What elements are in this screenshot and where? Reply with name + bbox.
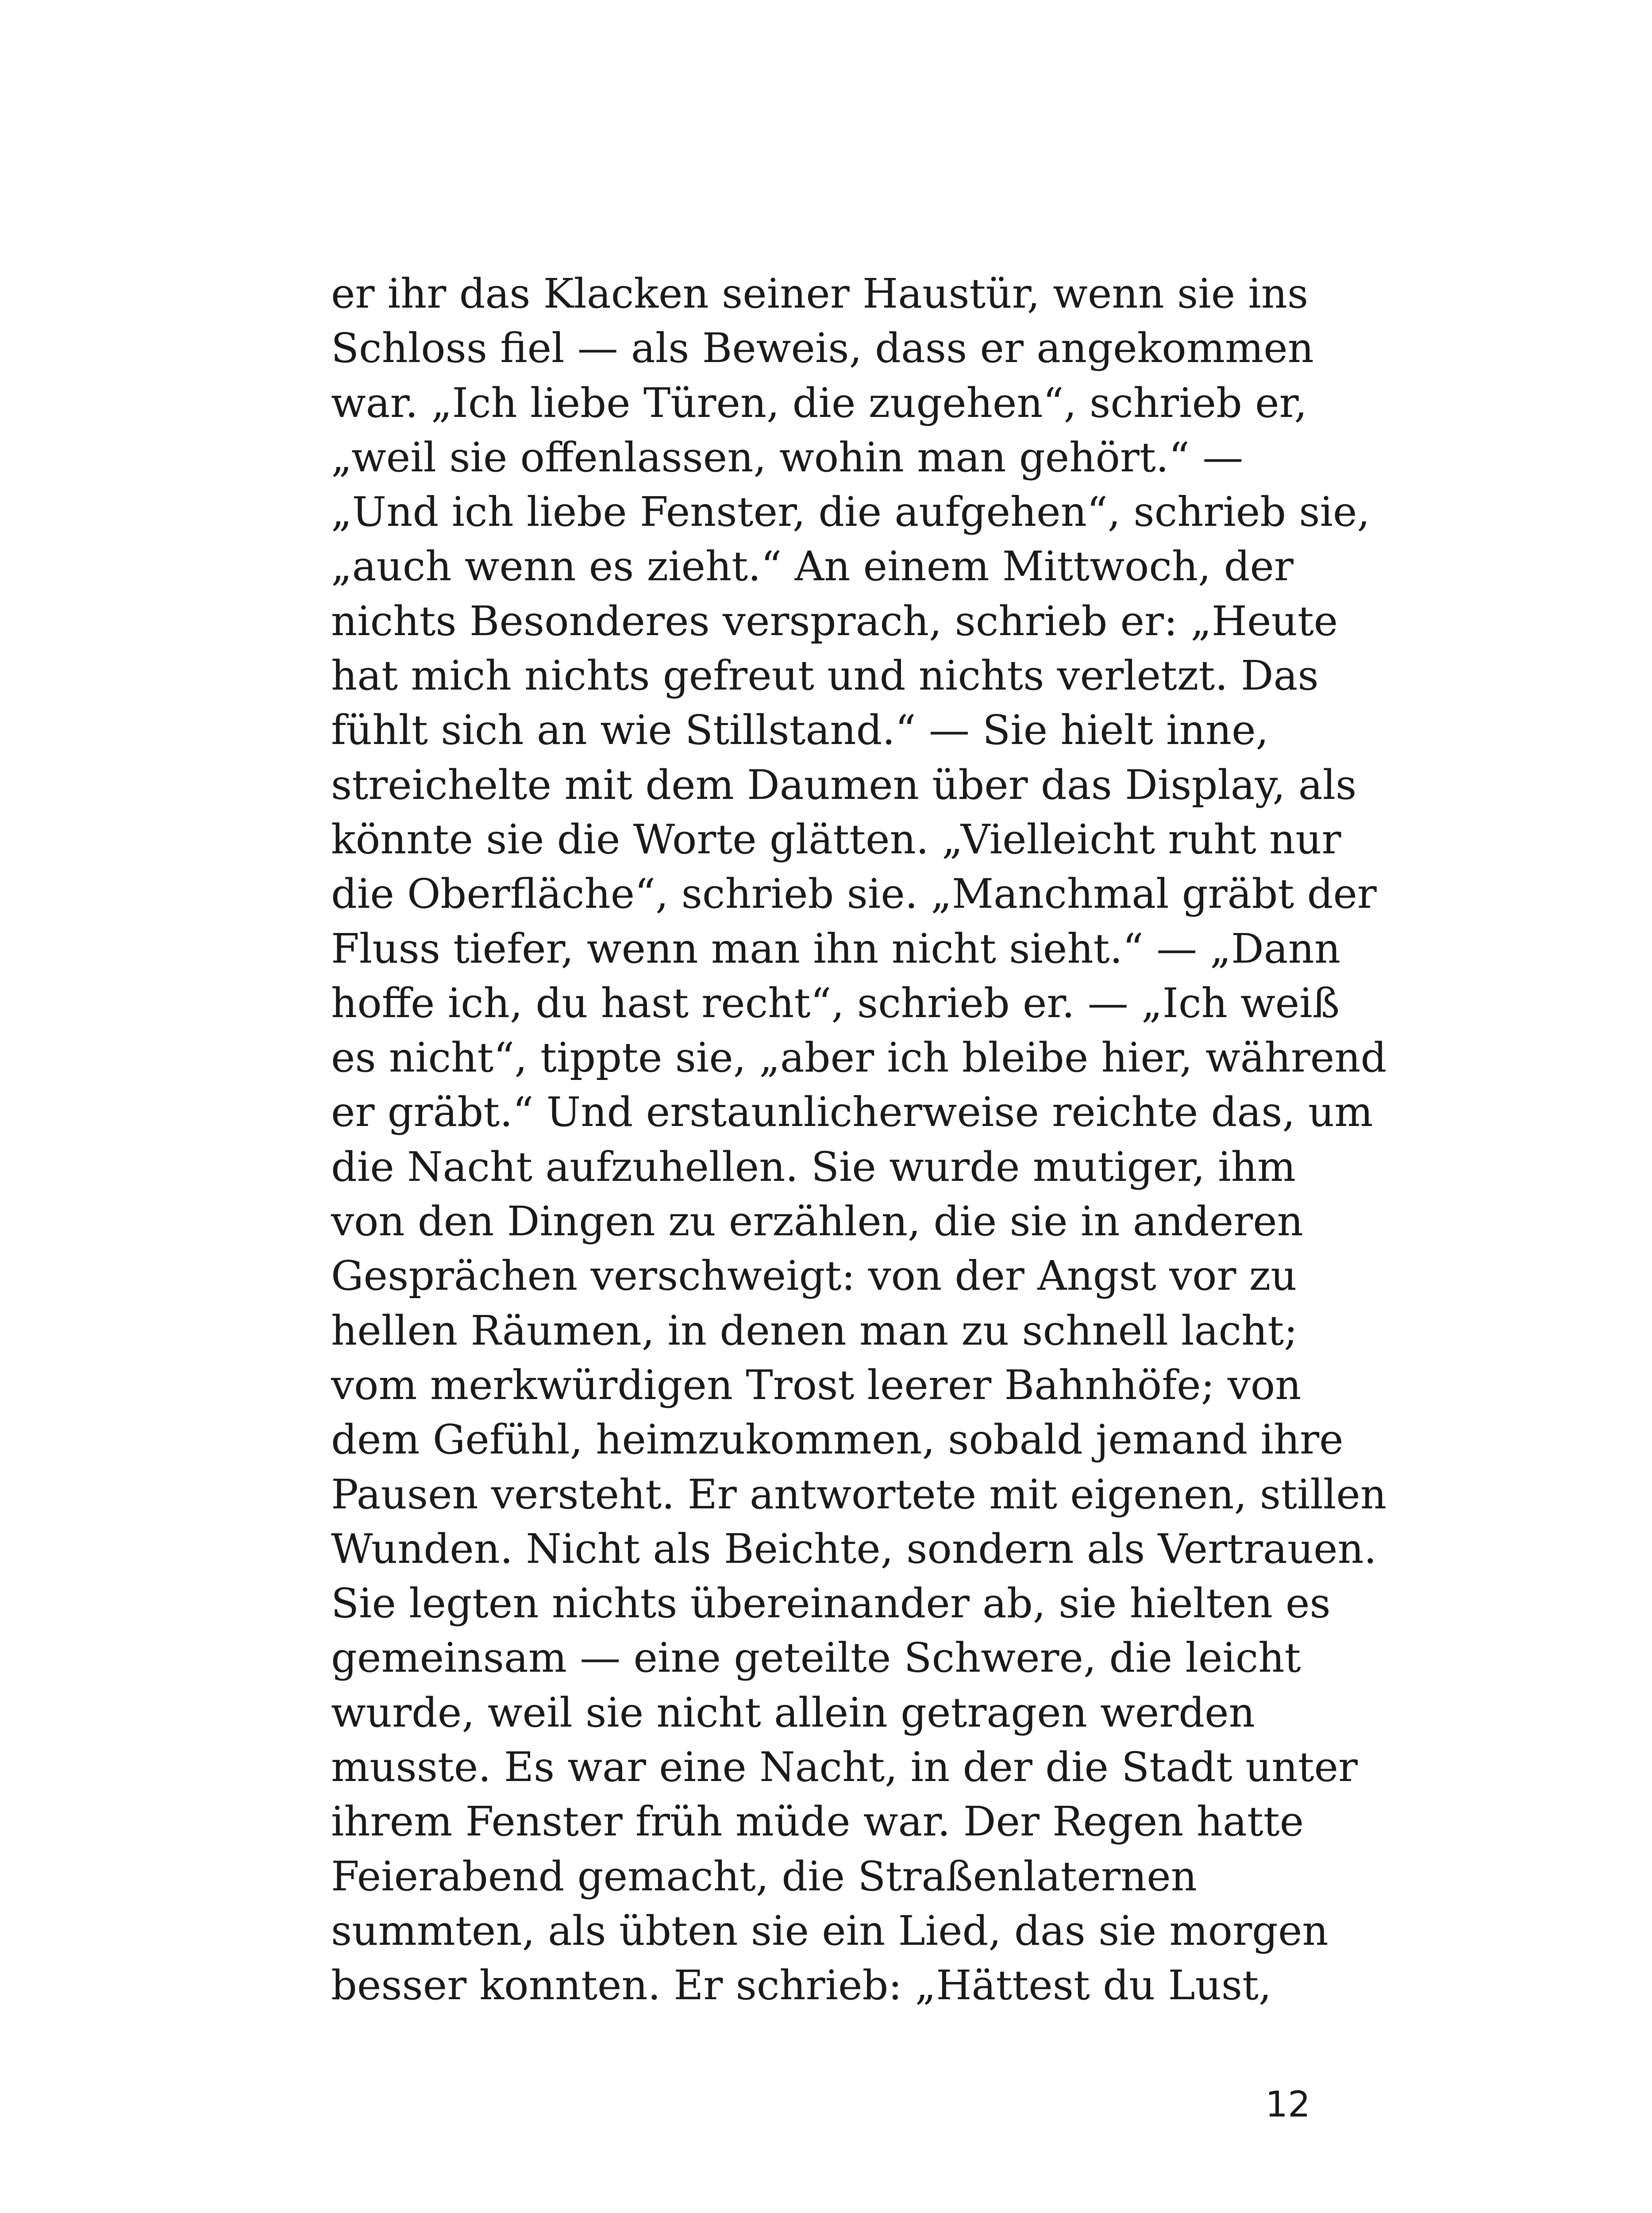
text-line: die Nacht aufzuhellen. Sie wurde mutiger, ihm — [331, 1143, 1296, 1191]
text-line: vom merkwürdigen Trost leerer Bahnhöfe; von — [331, 1361, 1302, 1409]
text-line: war. „Ich liebe Türen, die zugehen“, schrieb er, — [331, 379, 1307, 427]
text-line: „weil sie offenlassen, wohin man gehört.“ — — [331, 433, 1244, 481]
text-line: Wunden. Nicht als Beichte, sondern als Vertrauen. — [331, 1525, 1377, 1573]
text-line: ihrem Fenster früh müde war. Der Regen hatte — [331, 1798, 1304, 1846]
text-line: es nicht“, tippte sie, „aber ich bleibe hier, während — [331, 1034, 1387, 1082]
text-line: summten, als übten sie ein Lied, das sie morgen — [331, 1907, 1329, 1955]
text-line: besser konnten. Er schrieb: „Hättest du Lust, — [331, 1962, 1272, 2009]
text-line: Schloss fiel — als Beweis, dass er angekommen — [331, 324, 1314, 372]
page-number: 12 — [1265, 2084, 1310, 2125]
text-line: gemeinsam — eine geteilte Schwere, die leicht — [331, 1634, 1301, 1682]
text-line: fühlt sich an wie Stillstand.“ — Sie hielt inne, — [331, 706, 1269, 754]
text-line: von den Dingen zu erzählen, die sie in anderen — [331, 1198, 1303, 1245]
text-line: Sie legten nichts übereinander ab, sie hielten es — [331, 1580, 1331, 1627]
text-line: hellen Räumen, in denen man zu schnell lacht; — [331, 1307, 1298, 1354]
text-line: Pausen versteht. Er antwortete mit eigenen, stillen — [331, 1470, 1387, 1518]
text-line: streichelte mit dem Daumen über das Display, als — [331, 761, 1357, 809]
text-line: „Und ich liebe Fenster, die aufgehen“, schrieb sie, — [331, 488, 1370, 536]
text-line: Gesprächen verschweigt: von der Angst vor zu — [331, 1252, 1297, 1300]
text-line: musste. Es war eine Nacht, in der die Stadt unter — [331, 1743, 1358, 1791]
text-line: hat mich nichts gefreut und nichts verletzt. Das — [331, 652, 1319, 700]
text-line: wurde, weil sie nicht allein getragen werden — [331, 1689, 1255, 1736]
text-line: er ihr das Klacken seiner Haustür, wenn sie ins — [331, 270, 1309, 317]
text-line: Feierabend gemacht, die Straßenlaternen — [331, 1852, 1197, 1900]
text-line: „auch wenn es zieht.“ An einem Mittwoch, der — [331, 543, 1294, 590]
text-line: die Oberfläche“, schrieb sie. „Manchmal gräbt der — [331, 870, 1377, 918]
text-line: Fluss tiefer, wenn man ihn nicht sieht.“ — „Dann — [331, 925, 1341, 972]
text-line: er gräbt.“ Und erstaunlicherweise reichte das, um — [331, 1088, 1373, 1136]
text-line: hoffe ich, du hast recht“, schrieb er. — „Ich weiß — [331, 979, 1340, 1027]
text-line: könnte sie die Worte glätten. „Vielleicht ruht nur — [331, 815, 1341, 863]
text-line: dem Gefühl, heimzukommen, sobald jemand ihre — [331, 1416, 1344, 1464]
body-text — [331, 266, 1387, 2013]
text-line: nichts Besonderes versprach, schrieb er: „Heute — [331, 597, 1338, 645]
